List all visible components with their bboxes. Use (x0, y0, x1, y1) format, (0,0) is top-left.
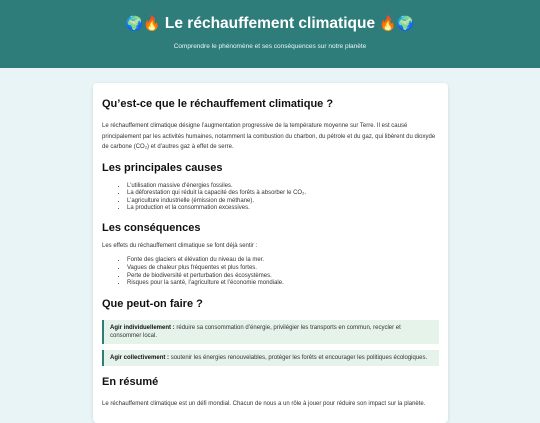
globe-fire-icon-left: 🌍🔥 (125, 15, 161, 31)
page-title-text: Le réchauffement climatique (164, 15, 376, 32)
section-heading-intro: Qu’est-ce que le réchauffement climatique ? (102, 98, 334, 110)
section-heading-summary: En résumé (102, 375, 159, 388)
section-heading-causes: Les principales causes (102, 161, 223, 174)
consequences-intro: Les effets du réchauffement climatique se font déjà sentir : (102, 242, 258, 249)
collective-action-label: Agir collectivement : (110, 354, 170, 361)
page-header (0, 0, 540, 68)
summary-paragraph: Le réchauffement climatique est un défi mondial. Chacun de nous a un rôle à jouer pour réduire son impact sur la planète. (102, 400, 426, 407)
individual-action-callout (102, 320, 439, 344)
list-item: • Fonte des glaciers et élévation du niveau de la mer. (127, 257, 439, 265)
section-heading-actions: Que peut-on faire ? (102, 297, 203, 310)
list-item: • L’agriculture industrielle (émission de méthane). (127, 198, 439, 206)
article-card (93, 83, 448, 423)
individual-action-text: réduire sa consommation d’énergie, privilégier les transports en commun, recycler et consommer local. (110, 324, 401, 339)
section-heading-consequences: Les conséquences (102, 221, 201, 234)
list-item: • La déforestation qui réduit la capacité des forêts à absorber le CO₂. (127, 190, 439, 198)
list-item: • Perte de biodiversité et perturbation des écosystèmes. (127, 273, 439, 281)
list-item: • L’utilisation massive d’énergies fossiles. (127, 183, 439, 191)
fire-globe-icon-right: 🔥🌍 (379, 15, 415, 31)
collective-action-text: soutenir les énergies renouvelables, protéger les forêts et encourager les politiques écologiques. (170, 354, 428, 361)
intro-paragraph: Le réchauffement climatique désigne l’augmentation progressive de la température moyenne sur Terre. Il est causé principalement par les activités humaines, notamment la combustion du charbon, du pétrole et du gaz, qui libèrent du dioxyde de carbone (CO₂) et d’autres gaz à effet de serre. (102, 123, 436, 150)
consequences-list (102, 257, 439, 287)
list-item: • La production et la consommation excessives. (127, 205, 439, 213)
list-item: • Risques pour la santé, l’agriculture et l’économie mondiale. (127, 280, 439, 288)
list-item: • Vagues de chaleur plus fréquentes et plus fortes. (127, 265, 439, 273)
collective-action-callout (102, 350, 439, 366)
individual-action-label: Agir individuellement : (110, 324, 175, 331)
causes-list (102, 183, 439, 213)
page-subtitle: Comprendre le phénomène et ses conséquences sur notre planète (173, 43, 367, 50)
page-title (0, 13, 540, 34)
